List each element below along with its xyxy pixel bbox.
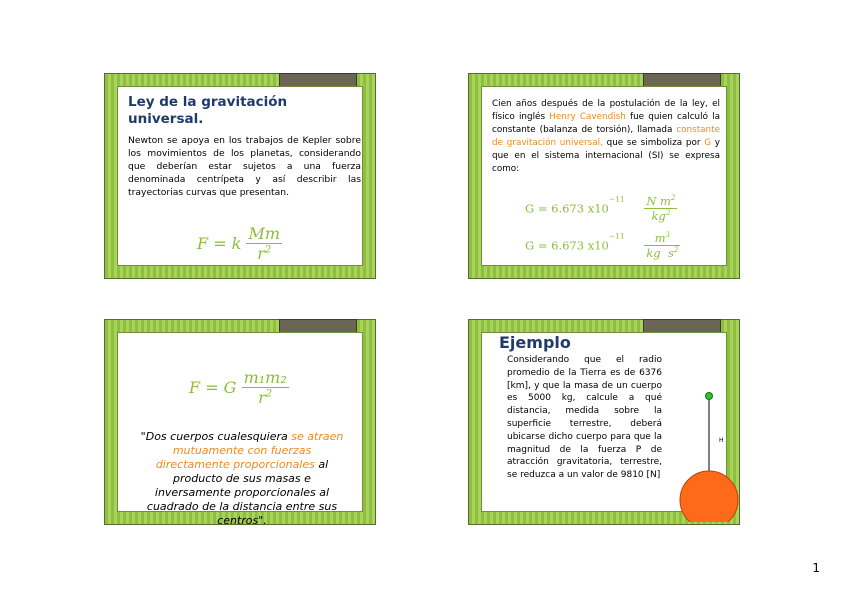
quote-part: "Dos cuerpos cualesquiera (140, 430, 292, 443)
formula-fraction (242, 368, 289, 407)
formula-lhs: G = 6.673 x10 (525, 238, 609, 253)
slide-text: Considerando que el radio promedio de la Tierra es de 6376 [km], y que la masa de un cuerpo es 5000 kg, calcule a qué distancia, medida sobre la superficie terrestre, deberá ubicarse dicho cuerpo para que la magnitud de la fuerza P de atracción gravitatoria, terrestre, se reduzca a un valor de 9810 [N] (507, 355, 662, 481)
slide-content (117, 86, 363, 266)
text-part: y que en el sistema internacional (SI) se expresa como: (492, 138, 721, 174)
formula-universal (189, 368, 289, 407)
formula-numerator: m₁m₂ (243, 368, 287, 387)
den-exponent: 2 (264, 244, 272, 256)
text-part: que se simboliza por (602, 138, 705, 148)
slide-1 (104, 73, 376, 279)
formula-fraction (246, 224, 282, 263)
slide-content (481, 332, 727, 512)
formula-fraction (644, 194, 677, 223)
quote-highlight: se atraen mutuamente con fuerzas directamente proporcionales (155, 430, 344, 471)
formula-g-1 (525, 194, 677, 223)
num-base: N m (646, 194, 671, 208)
slide-text: Newton se apoya en los trabajos de Kepler sobre los movimientos de los planetas, considerando que deberían estar sujetos a una fuerza denominada centrípeta y así describir las trayectorias curvas que presentan. (128, 135, 361, 198)
formula-numerator (644, 231, 680, 246)
body-dot (706, 393, 713, 400)
highlight-constant: constante de gravitación universal, (492, 125, 720, 148)
law-quote (137, 430, 347, 528)
quote-part: al producto de sus masas e inversamente proporcionales al cuadrado de la distancia entre sus centros". (146, 458, 338, 527)
formula-exponent: −11 (608, 231, 625, 241)
den-exponent: 2 (265, 388, 273, 400)
formula-lhs: G = 6.673 x10 (525, 201, 609, 216)
den-base: r (258, 388, 266, 407)
formula-denominator (246, 244, 282, 263)
formula-denominator (242, 388, 289, 407)
slide-3 (104, 319, 376, 525)
highlight-g: G (704, 138, 712, 148)
formula-newton (197, 224, 282, 263)
slide-2 (468, 73, 740, 279)
highlight-cavendish: Henry Cavendish (549, 112, 626, 122)
formula-denominator (644, 246, 680, 260)
slide-content (481, 86, 727, 266)
den-exponent: 2 (665, 209, 671, 218)
formula-lhs: F = G (189, 378, 237, 397)
page-number: 1 (812, 561, 820, 575)
text-part: fue quien calculó la constante (balanza de torsión), llamada (492, 112, 720, 135)
formula-g-2 (525, 231, 680, 260)
den-base: kg s (646, 246, 674, 260)
distance-label: H (719, 437, 724, 444)
earth-diagram (667, 382, 747, 522)
den-exponent: 2 (673, 246, 679, 255)
formula-denominator (644, 209, 677, 223)
num-exponent: 2 (670, 194, 676, 203)
formula-numerator: Mm (248, 224, 281, 243)
formula-fraction (644, 231, 680, 260)
formula-lhs: F = k (197, 234, 242, 253)
formula-numerator (644, 194, 677, 209)
slide-title: Ley de la gravitación universal. (128, 94, 288, 127)
formula-exponent: −11 (608, 194, 625, 204)
text-part: Cien años después de la postulación de la ley, el físico inglés (492, 99, 720, 122)
earth-circle (680, 471, 738, 522)
slide-4 (468, 319, 740, 525)
slide-content (117, 332, 363, 527)
slide-text (492, 98, 720, 176)
num-exponent: 3 (665, 231, 671, 240)
num-base: m (654, 231, 666, 245)
slide-title: Ejemplo (499, 333, 571, 352)
den-base: r (257, 244, 265, 263)
den-base: kg (651, 209, 666, 223)
